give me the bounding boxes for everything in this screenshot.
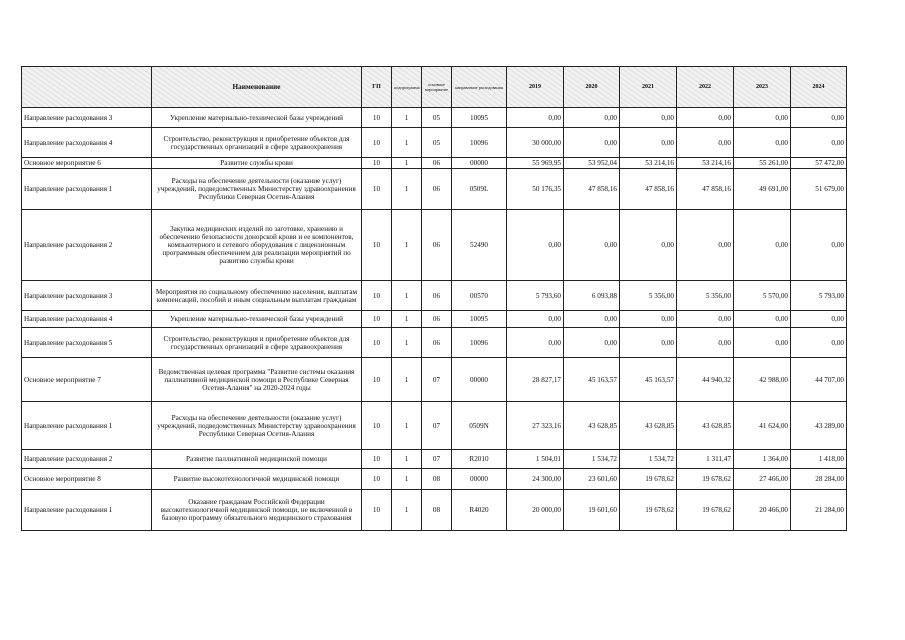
row-value: 1 534,72 (564, 450, 620, 469)
row-gp: 10 (362, 469, 392, 490)
row-value: 24 300,00 (507, 469, 564, 490)
budget-table (21, 66, 847, 531)
row-main-event: 07 (422, 450, 452, 469)
header-name: Наименование (152, 67, 362, 108)
row-gp: 10 (362, 450, 392, 469)
row-name: Ведомственная целевая программа "Развитие системы оказания паллиативной медицинской помощи в Республике Северная Осетия-Алания" на 2020-2024 годы (152, 358, 362, 402)
row-value: 5 356,00 (620, 281, 677, 311)
row-main-event: 05 (422, 128, 452, 158)
row-name: Развитие службы крови (152, 158, 362, 169)
row-gp: 10 (362, 358, 392, 402)
row-code: 0509N (452, 402, 507, 450)
row-label: Основное мероприятие 7 (22, 358, 152, 402)
row-value: 43 628,85 (620, 402, 677, 450)
table-row (22, 469, 847, 490)
row-value: 20 000,00 (507, 490, 564, 531)
row-subprogram: 1 (392, 108, 422, 128)
row-main-event: 06 (422, 210, 452, 281)
row-value: 0,00 (677, 128, 734, 158)
row-value: 41 624,00 (734, 402, 791, 450)
row-gp: 10 (362, 210, 392, 281)
row-value: 1 504,01 (507, 450, 564, 469)
row-gp: 10 (362, 402, 392, 450)
table-row (22, 358, 847, 402)
header-year: 2020 (564, 67, 620, 108)
row-code: 10096 (452, 328, 507, 358)
row-gp: 10 (362, 108, 392, 128)
row-value: 0,00 (620, 108, 677, 128)
row-value: 0,00 (507, 108, 564, 128)
header-year: 2019 (507, 67, 564, 108)
table-row (22, 311, 847, 328)
row-main-event: 07 (422, 402, 452, 450)
header-main-event: основное мероприятие (422, 67, 452, 108)
row-value: 19 601,60 (564, 490, 620, 531)
row-value: 43 628,85 (677, 402, 734, 450)
row-value: 0,00 (791, 128, 847, 158)
row-code: 00570 (452, 281, 507, 311)
row-label: Направление расходования 4 (22, 128, 152, 158)
row-code: 0509L (452, 169, 507, 210)
row-label: Направление расходования 1 (22, 402, 152, 450)
row-value: 1 418,00 (791, 450, 847, 469)
row-value: 43 289,00 (791, 402, 847, 450)
row-subprogram: 1 (392, 169, 422, 210)
table-row (22, 281, 847, 311)
row-value: 19 678,62 (677, 469, 734, 490)
row-subprogram: 1 (392, 358, 422, 402)
row-label: Направление расходования 1 (22, 490, 152, 531)
row-value: 49 691,00 (734, 169, 791, 210)
row-name: Развитие высокотехнологичной медицинской помощи (152, 469, 362, 490)
row-value: 0,00 (791, 210, 847, 281)
row-main-event: 08 (422, 469, 452, 490)
row-value: 55 261,00 (734, 158, 791, 169)
row-value: 0,00 (564, 328, 620, 358)
table-row (22, 169, 847, 210)
header-subprogram: подпрограмма (392, 67, 422, 108)
row-value: 0,00 (620, 210, 677, 281)
row-code: 00000 (452, 358, 507, 402)
row-value: 27 323,16 (507, 402, 564, 450)
row-value: 43 628,85 (564, 402, 620, 450)
row-value: 0,00 (791, 328, 847, 358)
row-gp: 10 (362, 128, 392, 158)
row-value: 0,00 (791, 108, 847, 128)
row-value: 51 679,00 (791, 169, 847, 210)
row-value: 0,00 (677, 108, 734, 128)
row-value: 0,00 (734, 328, 791, 358)
row-label: Направление расходования 3 (22, 108, 152, 128)
row-value: 44 707,00 (791, 358, 847, 402)
row-value: 0,00 (564, 311, 620, 328)
row-subprogram: 1 (392, 328, 422, 358)
row-value: 1 364,00 (734, 450, 791, 469)
row-value: 0,00 (677, 210, 734, 281)
row-value: 28 284,00 (791, 469, 847, 490)
row-label: Направление расходования 3 (22, 281, 152, 311)
row-value: 21 284,00 (791, 490, 847, 531)
row-gp: 10 (362, 311, 392, 328)
row-value: 53 214,16 (677, 158, 734, 169)
row-value: 47 858,16 (677, 169, 734, 210)
header-year: 2024 (791, 67, 847, 108)
row-value: 19 678,62 (620, 490, 677, 531)
row-value: 5 793,60 (507, 281, 564, 311)
row-main-event: 05 (422, 108, 452, 128)
row-value: 19 678,62 (620, 469, 677, 490)
table-body (22, 108, 847, 531)
row-value: 28 827,17 (507, 358, 564, 402)
row-value: 6 093,88 (564, 281, 620, 311)
row-value: 1 311,47 (677, 450, 734, 469)
row-name: Развитие паллиативной медицинской помощи (152, 450, 362, 469)
row-value: 53 214,16 (620, 158, 677, 169)
row-main-event: 06 (422, 311, 452, 328)
row-value: 5 793,00 (791, 281, 847, 311)
row-main-event: 06 (422, 281, 452, 311)
row-value: 0,00 (507, 210, 564, 281)
row-gp: 10 (362, 158, 392, 169)
row-value: 0,00 (507, 311, 564, 328)
table-row (22, 128, 847, 158)
header-year: 2021 (620, 67, 677, 108)
row-value: 50 176,35 (507, 169, 564, 210)
header-year: 2023 (734, 67, 791, 108)
row-code: 10095 (452, 108, 507, 128)
row-subprogram: 1 (392, 402, 422, 450)
row-code: 00000 (452, 469, 507, 490)
table-row (22, 108, 847, 128)
row-gp: 10 (362, 328, 392, 358)
row-code: R2010 (452, 450, 507, 469)
header-blank (22, 67, 152, 108)
table-row (22, 402, 847, 450)
row-subprogram: 1 (392, 490, 422, 531)
row-subprogram: 1 (392, 158, 422, 169)
row-subprogram: 1 (392, 311, 422, 328)
row-value: 0,00 (564, 108, 620, 128)
row-code: R4020 (452, 490, 507, 531)
row-value: 0,00 (734, 128, 791, 158)
row-value: 44 940,32 (677, 358, 734, 402)
row-value: 0,00 (734, 108, 791, 128)
row-code: 52490 (452, 210, 507, 281)
table-row (22, 490, 847, 531)
row-value: 45 163,57 (620, 358, 677, 402)
row-main-event: 06 (422, 158, 452, 169)
row-value: 0,00 (734, 210, 791, 281)
row-name: Мероприятия по социальному обеспечению населения, выплатам компенсаций, пособий и иным социальным выплатам гражданам (152, 281, 362, 311)
row-value: 45 163,57 (564, 358, 620, 402)
row-value: 55 969,95 (507, 158, 564, 169)
row-value: 47 858,16 (620, 169, 677, 210)
row-value: 0,00 (507, 328, 564, 358)
row-label: Основное мероприятие 8 (22, 469, 152, 490)
row-name: Укрепление материально-технической базы учреждений (152, 311, 362, 328)
row-value: 0,00 (564, 128, 620, 158)
table-row (22, 158, 847, 169)
row-label: Направление расходования 1 (22, 169, 152, 210)
row-value: 5 570,00 (734, 281, 791, 311)
table-row (22, 210, 847, 281)
row-value: 47 858,16 (564, 169, 620, 210)
table-row (22, 450, 847, 469)
header-gp: ГП (362, 67, 392, 108)
row-name: Строительство, реконструкция и приобретение объектов для государственных организаций в сфере здравоохранения (152, 328, 362, 358)
row-name: Расходы на обеспечение деятельности (оказание услуг) учреждений, подведомственных Министерству здравоохранения Республики Северная Осетия-Алания (152, 402, 362, 450)
row-code: 00000 (452, 158, 507, 169)
header-expense-direction: направление расходования (452, 67, 507, 108)
row-name: Расходы на обеспечение деятельности (оказание услуг) учреждений, подведомственных Министерству здравоохранения Республики Северная Осетия-Алания (152, 169, 362, 210)
row-label: Основное мероприятие 6 (22, 158, 152, 169)
row-subprogram: 1 (392, 469, 422, 490)
row-subprogram: 1 (392, 281, 422, 311)
row-name: Оказание гражданам Российской Федерации высокотехнологичной медицинской помощи, не включенной в базовую программу обязательного медицинского страхования (152, 490, 362, 531)
table-row (22, 328, 847, 358)
row-value: 1 534,72 (620, 450, 677, 469)
row-value: 0,00 (677, 311, 734, 328)
row-value: 20 466,00 (734, 490, 791, 531)
row-value: 0,00 (734, 311, 791, 328)
row-value: 23 601,60 (564, 469, 620, 490)
header-row (22, 67, 847, 108)
row-value: 0,00 (620, 328, 677, 358)
row-value: 0,00 (620, 128, 677, 158)
row-value: 0,00 (564, 210, 620, 281)
row-gp: 10 (362, 281, 392, 311)
row-value: 27 466,00 (734, 469, 791, 490)
row-label: Направление расходования 2 (22, 210, 152, 281)
row-subprogram: 1 (392, 450, 422, 469)
row-value: 42 988,00 (734, 358, 791, 402)
row-value: 57 472,00 (791, 158, 847, 169)
row-name: Закупка медицинских изделий по заготовке, хранению и обеспечению безопасности донорской крови и ее компонентов, компьютерного и сетевого оборудования с лицензионным программным обеспечением для реализации мероприятий по развитию службы крови (152, 210, 362, 281)
row-subprogram: 1 (392, 210, 422, 281)
header-year: 2022 (677, 67, 734, 108)
row-code: 10095 (452, 311, 507, 328)
row-value: 0,00 (791, 311, 847, 328)
budget-table-sheet (21, 66, 846, 531)
row-main-event: 06 (422, 169, 452, 210)
row-gp: 10 (362, 169, 392, 210)
row-label: Направление расходования 4 (22, 311, 152, 328)
row-name: Строительство, реконструкция и приобретение объектов для государственных организаций в сфере здравоохранения (152, 128, 362, 158)
row-value: 53 952,04 (564, 158, 620, 169)
row-value: 19 678,62 (677, 490, 734, 531)
row-main-event: 07 (422, 358, 452, 402)
row-gp: 10 (362, 490, 392, 531)
row-name: Укрепление материально-технической базы учреждений (152, 108, 362, 128)
row-code: 10096 (452, 128, 507, 158)
row-value: 0,00 (620, 311, 677, 328)
row-main-event: 06 (422, 328, 452, 358)
row-value: 30 000,00 (507, 128, 564, 158)
row-value: 5 356,00 (677, 281, 734, 311)
row-label: Направление расходования 2 (22, 450, 152, 469)
row-value: 0,00 (677, 328, 734, 358)
row-main-event: 08 (422, 490, 452, 531)
row-label: Направление расходования 5 (22, 328, 152, 358)
row-subprogram: 1 (392, 128, 422, 158)
